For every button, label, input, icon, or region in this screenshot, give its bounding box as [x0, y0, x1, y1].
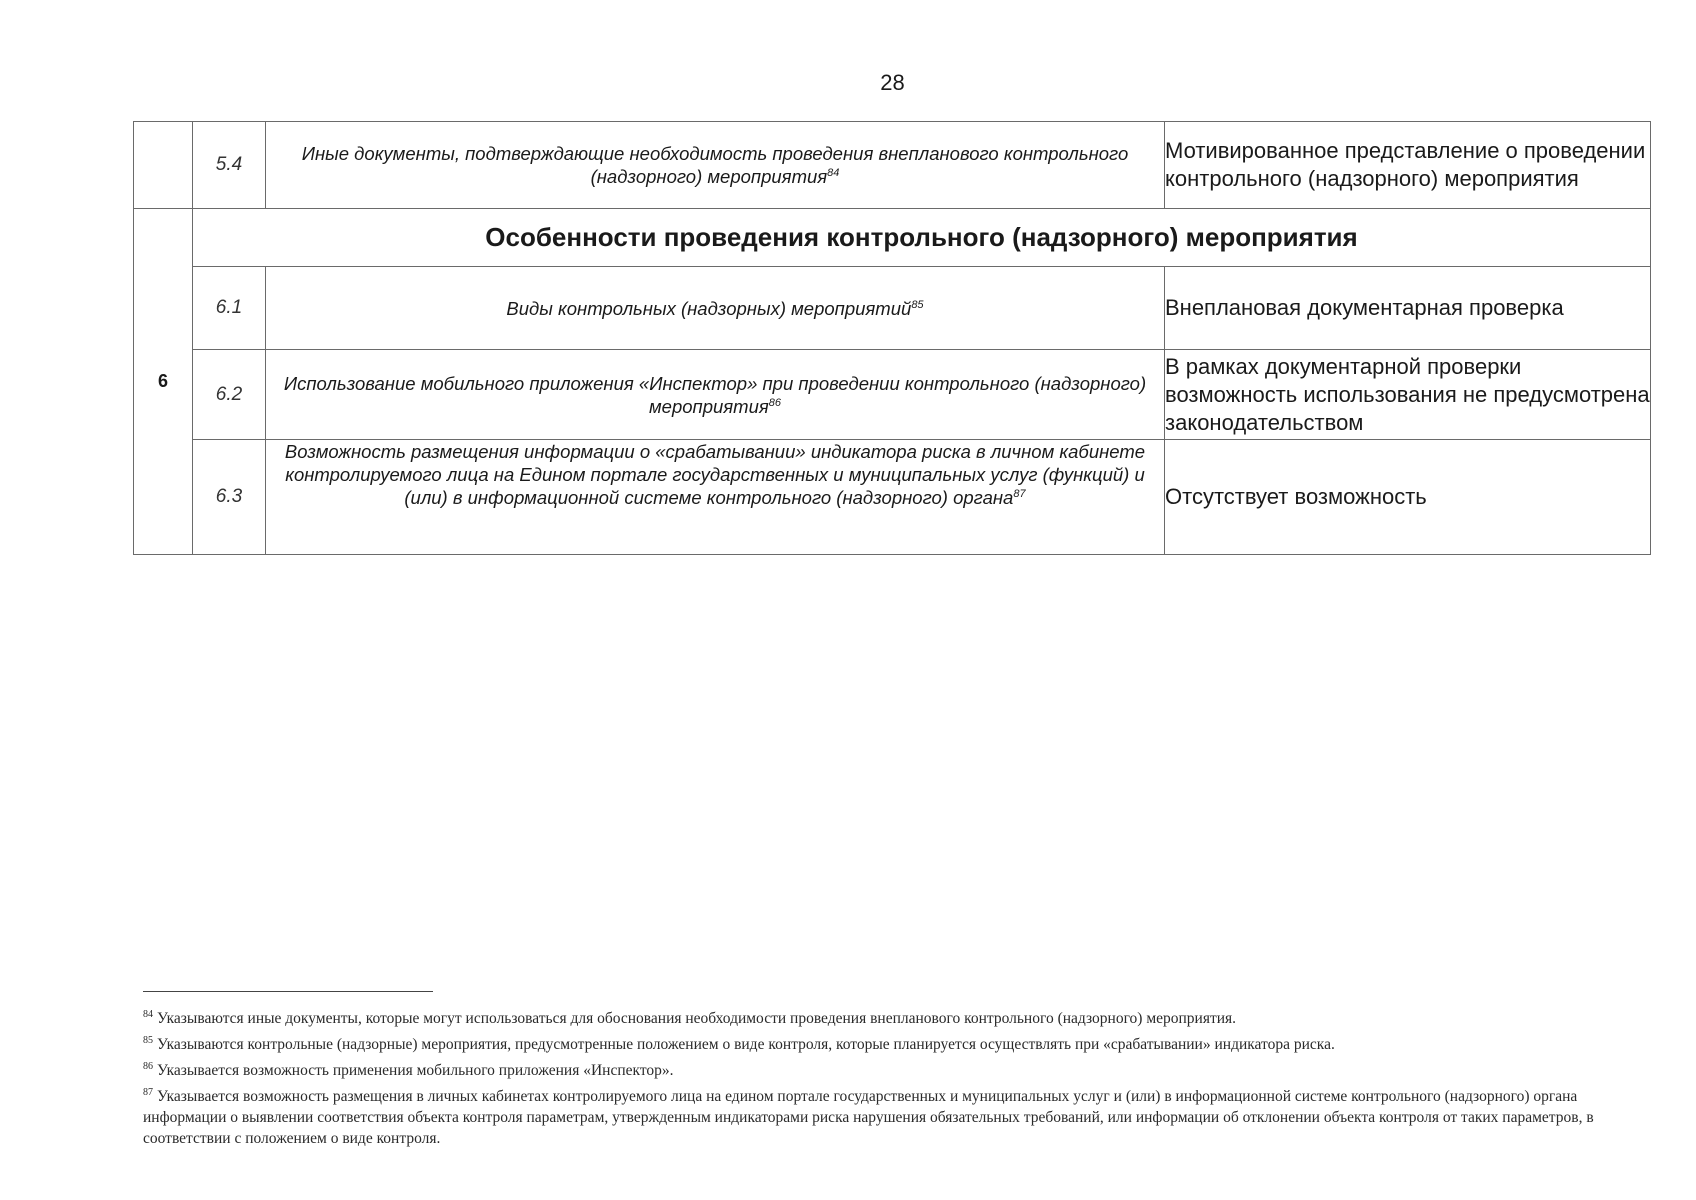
- footnote-ref: 84: [827, 166, 840, 179]
- row-description-text: Виды контрольных (надзорных) мероприятий: [506, 297, 912, 319]
- row-value: Отсутствует возможность: [1165, 440, 1651, 555]
- footnote-text: Указывается возможность применения мобильного приложения «Инспектор».: [157, 1062, 674, 1079]
- footnote-85: [143, 1034, 1603, 1055]
- table-row-6-1: [134, 267, 1651, 350]
- footnote-text: Указывается возможность размещения в личных кабинетах контролируемого лица на едином портале государственных и муниципальных услуг и (или) в информационной системе контрольного (надзорного) органа информации о выявлении соответствия объекта контроля параметрам, утвержденным индикаторами риска нарушения обязательных требований, или информации об отклонении объекта контроля от таких параметров, в соответствии с положением о виде контроля.: [143, 1088, 1594, 1147]
- table-row-6-2: [134, 350, 1651, 440]
- row-description: [266, 267, 1165, 350]
- footnote-number: 84: [143, 1008, 153, 1020]
- footnote-separator: [143, 991, 433, 992]
- footnote-number: 86: [143, 1060, 153, 1072]
- footnote-ref: 86: [768, 396, 782, 409]
- footnote-number: 85: [143, 1034, 153, 1046]
- section-title: Особенности проведения контрольного (надзорного) мероприятия: [193, 209, 1651, 267]
- table-row-5-4: [134, 122, 1651, 209]
- footnote-ref: 87: [1013, 487, 1026, 500]
- footnote-86: [143, 1060, 1603, 1081]
- row-description-text: Возможность размещения информации о «срабатывании» индикатора риска в личном кабинете контролируемого лица на Едином портале государственных и муниципальных услуг (функций) и (или) в информационной системе контрольного (надзорного) органа: [284, 441, 1146, 508]
- section-number: 6: [134, 209, 193, 555]
- footnote-ref: 85: [911, 298, 924, 311]
- row-value: Мотивированное представление о проведении контрольного (надзорного) мероприятия: [1165, 122, 1651, 209]
- row-description: [266, 440, 1165, 555]
- row-description-text: Использование мобильного приложения «Инспектор» при проведении контрольного (надзорного) мероприятия: [283, 372, 1147, 417]
- row-description-text: Иные документы, подтверждающие необходимость проведения внепланового контрольного (надзорного) мероприятия: [301, 143, 1129, 187]
- footnote-text: Указываются контрольные (надзорные) мероприятия, предусмотренные положением о виде контроля, которые планируется осуществлять при «срабатывании» индикатора риска.: [157, 1036, 1335, 1053]
- row-description: [266, 350, 1165, 440]
- table-row-6-3: [134, 440, 1651, 555]
- row-number: 6.2: [193, 350, 266, 440]
- section-header-row: [134, 209, 1651, 267]
- footnote-87: [143, 1086, 1603, 1149]
- row-value: Внеплановая документарная проверка: [1165, 267, 1651, 350]
- footnote-number: 87: [143, 1086, 153, 1098]
- requirements-table: [133, 121, 1651, 555]
- footnote-84: [143, 1008, 1603, 1029]
- page-number: 28: [880, 70, 905, 95]
- footnote-text: Указываются иные документы, которые могут использоваться для обоснования необходимости проведения внепланового контрольного (надзорного) мероприятия.: [157, 1010, 1237, 1027]
- footnotes: [143, 1008, 1603, 1154]
- row-description: [266, 122, 1165, 209]
- section-number-cell-empty: [134, 122, 193, 209]
- row-number: 6.3: [193, 440, 266, 555]
- row-number: 6.1: [193, 267, 266, 350]
- row-number: 5.4: [193, 122, 266, 209]
- row-value: В рамках документарной проверки возможность использования не предусмотрена законодательством: [1165, 350, 1651, 440]
